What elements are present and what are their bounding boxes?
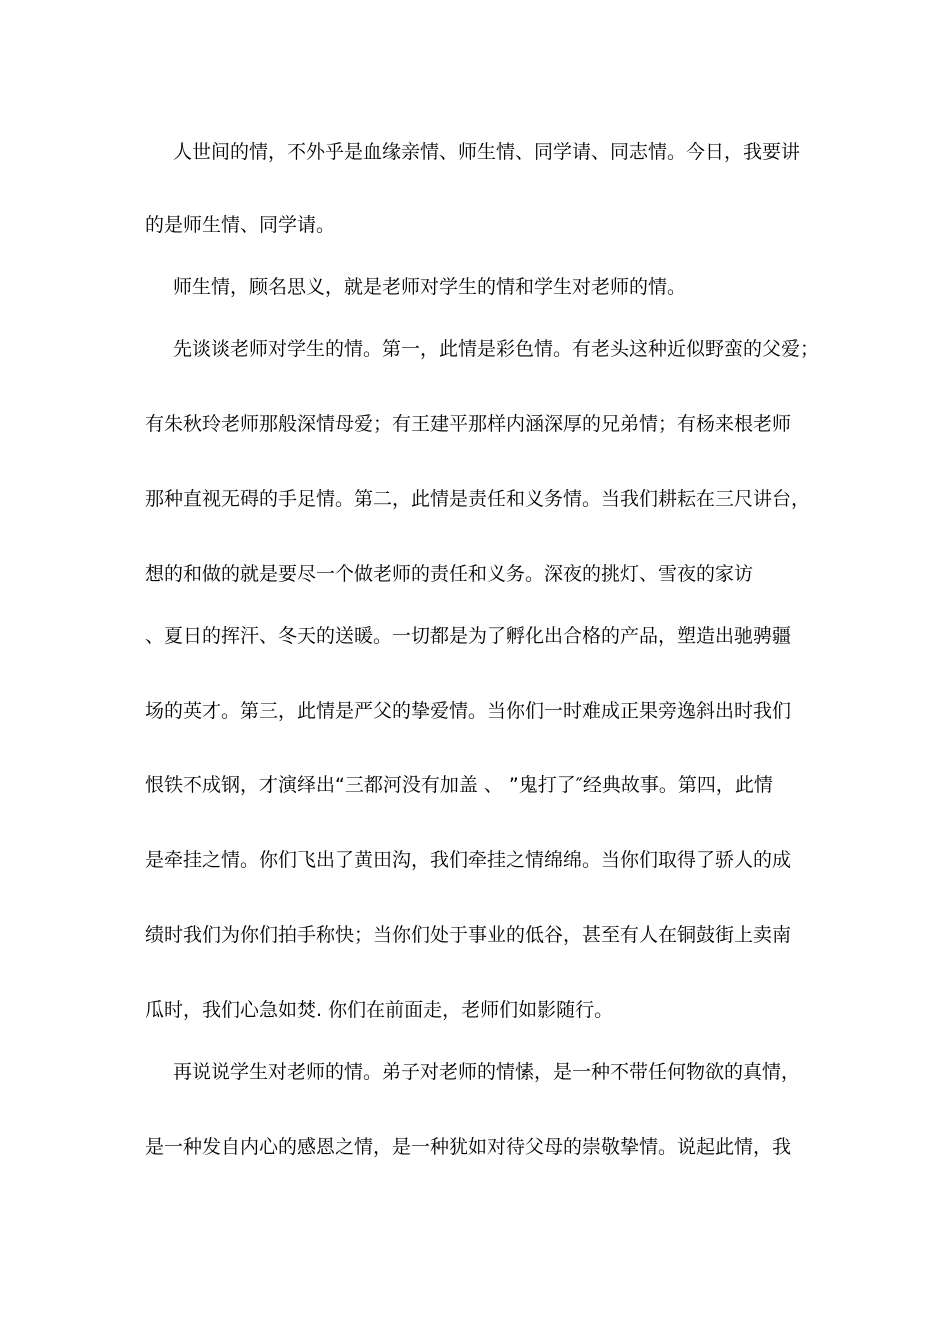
text-line-14: 再说说学生对老师的情。弟子对老师的情愫，是一种不带任何物欲的真情，	[173, 1061, 801, 1083]
text-line-2: 的是师生情、同学请。	[145, 214, 336, 236]
text-line-5: 有朱秋玲老师那般深情母爱；有王建平那样内涵深厚的兄弟情；有杨来根老师	[145, 413, 792, 435]
text-line-13: 瓜时，我们心急如焚. 你们在前面走，老师们如影随行。	[145, 999, 614, 1021]
text-line-9: 场的英才。第三，此情是严父的挚爱情。当你们一时难成正果旁逸斜出时我们	[145, 700, 792, 722]
text-line-11: 是牵挂之情。你们飞出了黄田沟，我们牵挂之情绵绵。当你们取得了骄人的成	[145, 849, 792, 871]
text-line-4: 先谈谈老师对学生的情。第一，此情是彩色情。有老头这种近似野蛮的父爱；	[173, 338, 820, 360]
text-line-6: 那种直视无碍的手足情。第二，此情是责任和义务情。当我们耕耘在三尺讲台，	[145, 488, 811, 510]
text-line-12: 绩时我们为你们拍手称快；当你们处于事业的低谷，甚至有人在铜鼓街上卖南	[145, 924, 792, 946]
text-line-8: 、夏日的挥汗、冬天的送暖。一切都是为了孵化出合格的产品，塑造出驰骋疆	[145, 625, 792, 647]
text-line-10: 恨铁不成钢，才演绎出“三都河没有加盖 、 ”鬼打了″经典故事。第四，此情	[145, 774, 773, 796]
text-line-3: 师生情，顾名思义，就是老师对学生的情和学生对老师的情。	[173, 276, 687, 298]
text-line-7: 想的和做的就是要尽一个做老师的责任和义务。深夜的挑灯、雪夜的家访	[145, 563, 754, 585]
text-line-15: 是一种发自内心的感恩之情，是一种犹如对待父母的崇敬挚情。说起此情，我	[145, 1136, 792, 1158]
text-line-1: 人世间的情，不外乎是血缘亲情、师生情、同学请、同志情。今日，我要讲	[173, 141, 801, 163]
